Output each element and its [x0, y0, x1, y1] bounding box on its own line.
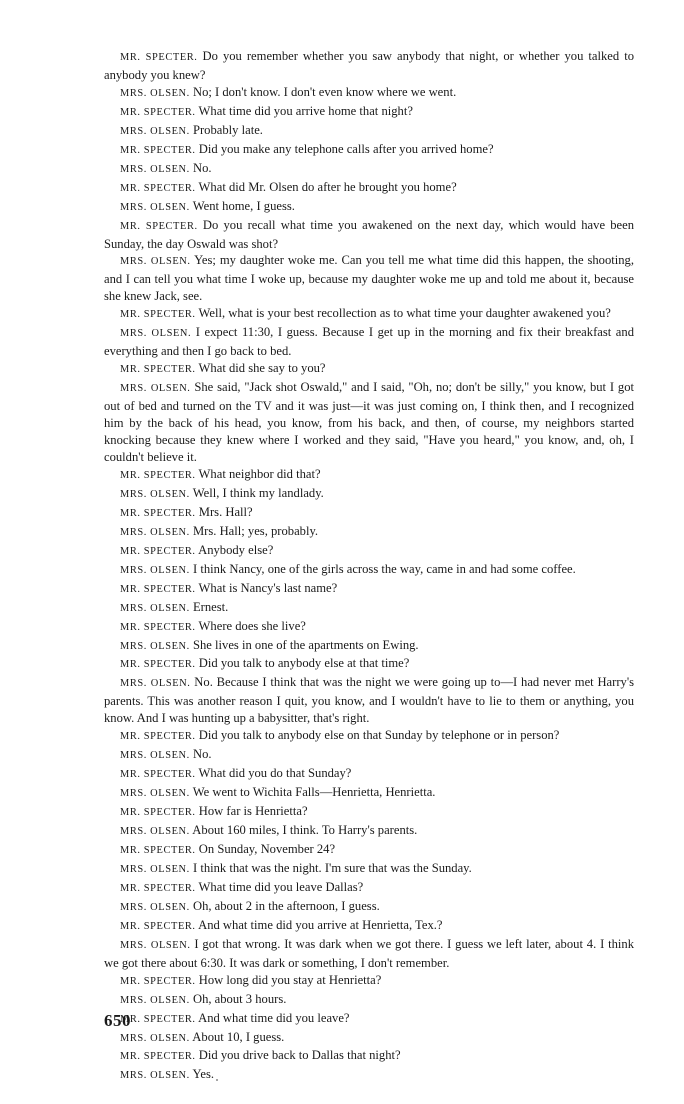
testimony-paragraph [104, 879, 634, 898]
speaker-name: MRS. OLSEN. [120, 383, 191, 395]
testimony-paragraph [104, 655, 634, 674]
speaker-name: MR. SPECTER. [120, 1013, 196, 1025]
speaker-name: MRS. OLSEN. [120, 826, 190, 838]
speaker-name: MRS. OLSEN. [120, 201, 190, 213]
spoken-text: I think Nancy, one of the girls across the way, came in and had some coffee. [192, 561, 576, 576]
speaker-name: MRS. OLSEN. [120, 939, 191, 951]
speaker-name: MR. SPECTER. [120, 621, 196, 633]
spoken-text: What did she say to you? [198, 361, 326, 376]
speaker-name: MRS. OLSEN. [120, 526, 190, 538]
testimony-paragraph [104, 179, 634, 198]
speaker-name: MRS. OLSEN. [120, 602, 190, 614]
spoken-text: What is Nancy's last name? [198, 580, 338, 595]
spoken-text: Mrs. Hall? [198, 504, 253, 519]
speaker-name: MRS. OLSEN. [120, 1032, 190, 1044]
speaker-name: MRS. OLSEN. [120, 125, 190, 137]
speaker-name: MRS. OLSEN. [120, 788, 190, 800]
speaker-name: MRS. OLSEN. [120, 863, 190, 875]
testimony-paragraph [104, 122, 634, 141]
testimony-paragraph [104, 252, 634, 305]
spoken-text: Oh, about 2 in the afternoon, I guess. [192, 898, 380, 913]
testimony-paragraph [104, 917, 634, 936]
spoken-text: Did you make any telephone calls after you arrived home? [198, 141, 494, 156]
testimony-paragraph [104, 324, 634, 360]
testimony-paragraph [104, 360, 634, 379]
speaker-name: MR. SPECTER. [120, 920, 196, 932]
testimony-paragraph [104, 637, 634, 656]
testimony-paragraph [104, 198, 634, 217]
testimony-paragraph [104, 1029, 634, 1048]
spoken-text: What neighbor did that? [198, 466, 321, 481]
spoken-text: Mrs. Hall; yes, probably. [192, 523, 319, 538]
speaker-name: MR. SPECTER. [120, 844, 196, 856]
speaker-name: MR. SPECTER. [120, 309, 196, 321]
speaker-name: MRS. OLSEN. [120, 994, 190, 1006]
speaker-name: MR. SPECTER. [120, 769, 196, 781]
spoken-text: I got that wrong. It was dark when we got there. I guess we left later, about 4. I think we got there about 6:30. It was dark or something, I don't remember. [104, 936, 634, 970]
speaker-name: MRS. OLSEN. [120, 750, 190, 762]
speaker-name: MR. SPECTER. [120, 144, 196, 156]
testimony-paragraph [104, 504, 634, 523]
testimony-paragraph [104, 305, 634, 324]
testimony-paragraph [104, 746, 634, 765]
speaker-name: MR. SPECTER. [120, 182, 196, 194]
speaker-name: MR. SPECTER. [120, 882, 196, 894]
speaker-name: MRS. OLSEN. [120, 87, 190, 99]
testimony-paragraph [104, 160, 634, 179]
spoken-text: Went home, I guess. [192, 198, 295, 213]
testimony-paragraph [104, 141, 634, 160]
speaker-name: MR. SPECTER. [120, 807, 196, 819]
spoken-text: No; I don't know. I don't even know where we went. [192, 84, 457, 99]
testimony-paragraph [104, 379, 634, 466]
testimony-paragraph [104, 991, 634, 1010]
spoken-text: We went to Wichita Falls—Henrietta, Henrietta. [192, 785, 436, 800]
spoken-text: No. Because I think that was the night we were going up to—I had never met Harry's parents. This was another reason I quit, you know, and I wouldn't have to lie to them or anything, you know. And I was hunting up a babysitter, that's right. [104, 675, 635, 726]
testimony-paragraph [104, 674, 634, 727]
spoken-text: She lives in one of the apartments on Ewing. [192, 637, 419, 652]
spoken-text: Did you talk to anybody else on that Sunday by telephone or in person? [198, 728, 560, 743]
spoken-text: Do you remember whether you saw anybody that night, or whether you talked to anybody you knew? [104, 49, 634, 82]
speaker-name: MR. SPECTER. [120, 975, 196, 987]
testimony-paragraph [104, 784, 634, 803]
speaker-name: MR. SPECTER. [120, 659, 196, 671]
spoken-text: Do you recall what time you awakened on the next day, which would have been Sunday, the day Oswald was shot? [104, 217, 635, 251]
speaker-name: MRS. OLSEN. [120, 256, 191, 268]
speaker-name: MR. SPECTER. [120, 583, 196, 595]
spoken-text: Yes. [192, 1067, 214, 1082]
spoken-text: About 10, I guess. [192, 1029, 285, 1044]
testimony-paragraph [104, 103, 634, 122]
spoken-text: No. [192, 160, 212, 175]
spoken-text: Ernest. [192, 599, 229, 614]
speaker-name: MRS. OLSEN. [120, 1070, 190, 1082]
spoken-text: Did you talk to anybody else at that time? [198, 656, 410, 671]
testimony-paragraph [104, 542, 634, 561]
testimony-paragraph [104, 580, 634, 599]
spoken-text: How far is Henrietta? [198, 804, 308, 819]
spoken-text: Where does she live? [198, 618, 306, 633]
testimony-paragraph [104, 841, 634, 860]
spoken-text: No. [192, 747, 212, 762]
testimony-paragraph [104, 1047, 634, 1066]
testimony-paragraph [104, 84, 634, 103]
testimony-paragraph [104, 936, 634, 972]
speaker-name: MR. SPECTER. [120, 220, 198, 232]
speaker-name: MR. SPECTER. [120, 507, 196, 519]
speaker-name: MRS. OLSEN. [120, 678, 191, 690]
spoken-text: How long did you stay at Henrietta? [198, 972, 382, 987]
speaker-name: MRS. OLSEN. [120, 640, 190, 652]
testimony-paragraph [104, 485, 634, 504]
testimony-paragraph [104, 217, 634, 253]
testimony-paragraph [104, 48, 634, 84]
testimony-paragraph [104, 803, 634, 822]
spoken-text: On Sunday, November 24? [198, 841, 336, 856]
testimony-paragraph [104, 822, 634, 841]
speaker-name: MRS. OLSEN. [120, 564, 190, 576]
spoken-text: I expect 11:30, I guess. Because I get up in the morning and fix their breakfast and everything and then I go back to bed. [104, 325, 634, 359]
spoken-text: What did Mr. Olsen do after he brought you home? [198, 179, 457, 194]
spoken-text: About 160 miles, I think. To Harry's parents. [192, 823, 418, 838]
spoken-text: Yes; my daughter woke me. Can you tell me what time did this happen, the shooting, and I can tell you what time I woke up, because my daughter woke me up and told me about it, because she knew Jack, see. [104, 253, 635, 304]
testimony-paragraph [104, 1010, 634, 1029]
spoken-text: I think that was the night. I'm sure that was the Sunday. [192, 860, 472, 875]
spoken-text: Did you drive back to Dallas that night? [198, 1048, 401, 1063]
testimony-paragraph [104, 523, 634, 542]
speaker-name: MR. SPECTER. [120, 106, 196, 118]
spoken-text: Well, I think my landlady. [192, 485, 324, 500]
spoken-text: What time did you arrive home that night? [198, 103, 413, 118]
testimony-paragraph [104, 466, 634, 485]
scan-artifact [216, 1079, 218, 1081]
testimony-paragraph [104, 561, 634, 580]
testimony-paragraph [104, 727, 634, 746]
spoken-text: Oh, about 3 hours. [192, 991, 287, 1006]
page-number: 650 [104, 1011, 131, 1030]
spoken-text: What time did you leave Dallas? [198, 879, 364, 894]
testimony-paragraph [104, 972, 634, 991]
speaker-name: MR. SPECTER. [120, 545, 196, 557]
speaker-name: MR. SPECTER. [120, 731, 196, 743]
speaker-name: MRS. OLSEN. [120, 163, 190, 175]
speaker-name: MR. SPECTER. [120, 364, 196, 376]
spoken-text: Probably late. [192, 122, 263, 137]
testimony-paragraph [104, 860, 634, 879]
spoken-text: Well, what is your best recollection as to what time your daughter awakened you? [198, 306, 611, 321]
testimony-paragraph [104, 898, 634, 917]
speaker-name: MRS. OLSEN. [120, 901, 190, 913]
speaker-name: MR. SPECTER. [120, 469, 196, 481]
testimony-paragraph [104, 1066, 634, 1085]
spoken-text: She said, "Jack shot Oswald," and I said, "Oh, no; don't be silly," you know, but I got out of bed and turned on the TV and it was just—it was just coming on, I think then, and I recognized him by the back of his head, you know, from his back, and then, of course, my neighbors started knocking because they knew where I worked and they said, "Have you heard," you know, and, oh, I couldn't believe it. [104, 380, 634, 464]
spoken-text: And what time did you arrive at Henrietta, Tex.? [198, 917, 443, 932]
testimony-transcript [104, 48, 634, 1085]
speaker-name: MRS. OLSEN. [120, 488, 190, 500]
testimony-paragraph [104, 599, 634, 618]
spoken-text: Anybody else? [198, 542, 274, 557]
speaker-name: MR. SPECTER. [120, 52, 198, 63]
testimony-paragraph [104, 618, 634, 637]
speaker-name: MRS. OLSEN. [120, 328, 192, 340]
spoken-text: What did you do that Sunday? [198, 766, 352, 781]
spoken-text: And what time did you leave? [198, 1010, 350, 1025]
testimony-paragraph [104, 765, 634, 784]
speaker-name: MR. SPECTER. [120, 1051, 196, 1063]
